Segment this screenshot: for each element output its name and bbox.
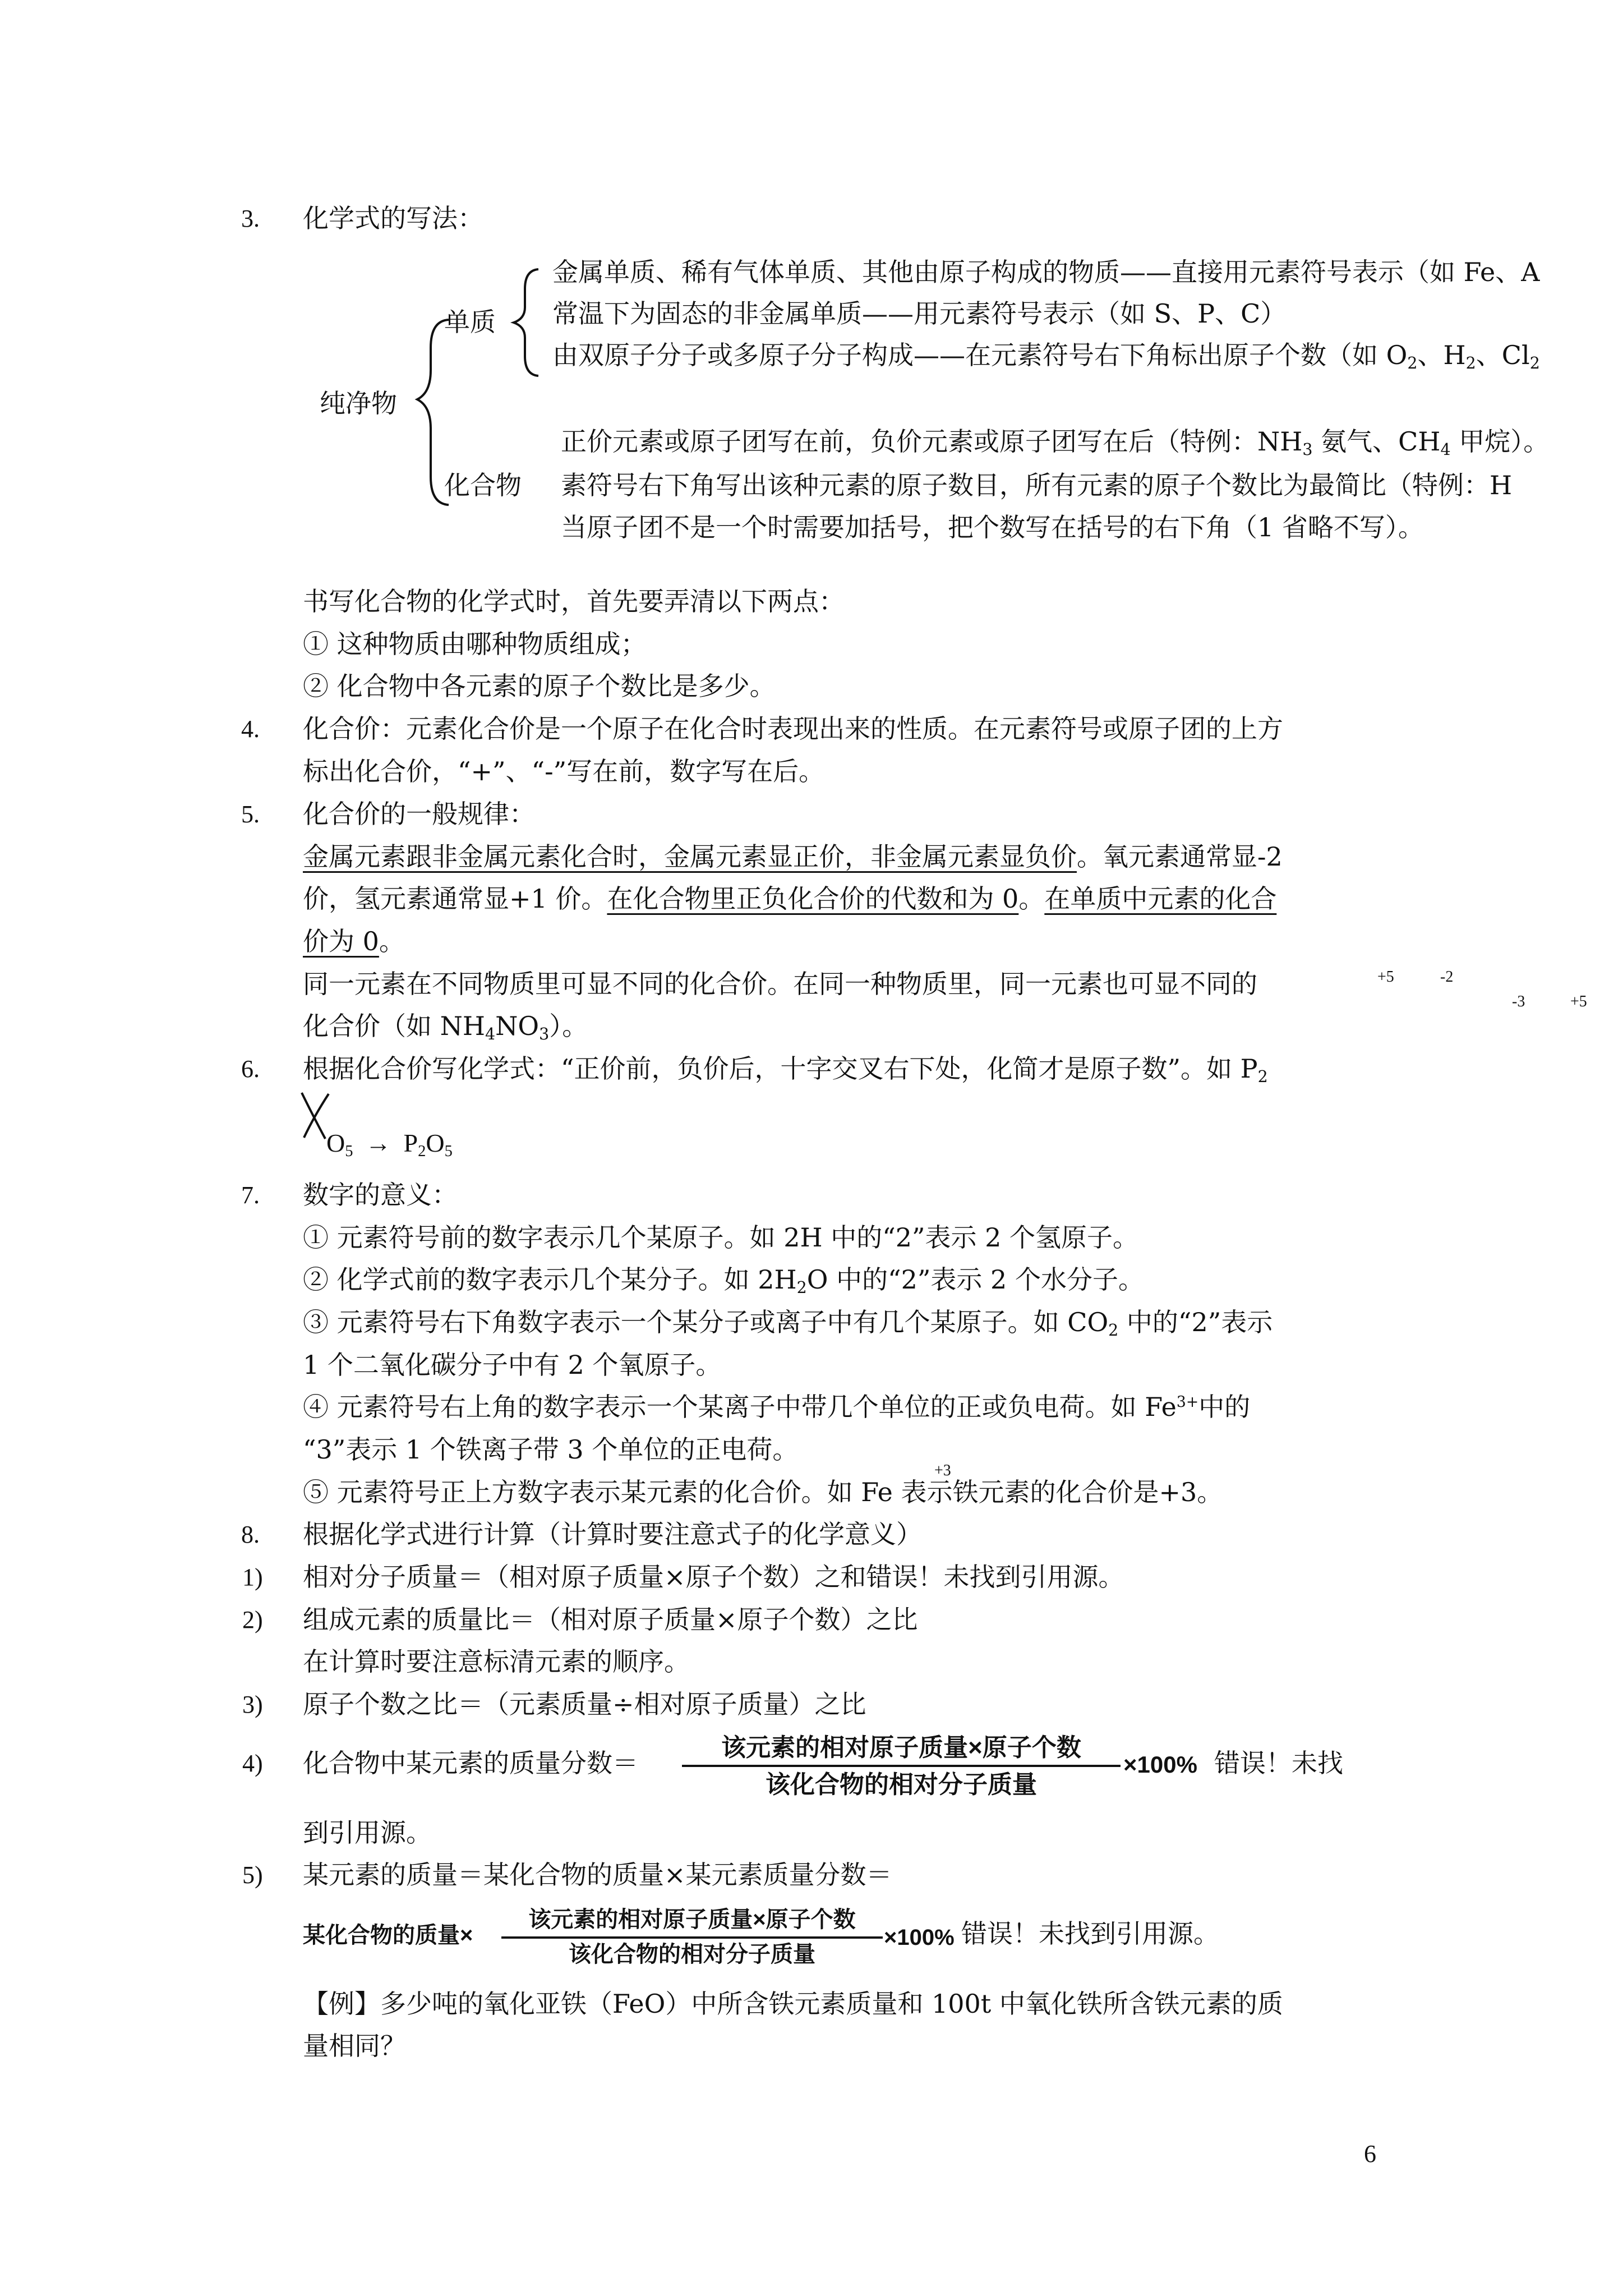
meaning-item-5: ⑤ 元素符号正上方数字表示某元素的化合价。如 Fe 表示铁元素的化合价是+3。 [303,1477,1223,1507]
fe-valence-mark: +3 [934,1462,951,1479]
writing-point-2: ② 化合物中各元素的原子个数比是多少。 [303,671,776,701]
section-4-line-2: 标出化合价，“+”、“-”写在前，数字写在后。 [303,756,825,786]
compound-label: 化合物 [444,470,522,500]
section-4-line-1: 化合价：元素化合价是一个原子在化合时表现出来的性质。在元素符号或原子团的上方 [303,714,1283,744]
calc-2-text: 组成元素的质量比＝（相对原子质量×原子个数）之比 [303,1604,918,1635]
calc-4-error-cont: 到引用源。 [303,1818,432,1848]
element-rule-2: 常温下为固态的非金属单质——用元素符号表示（如 S、P、C） [552,298,1287,329]
section-3-title: 化学式的写法： [303,203,483,233]
section-6-number: 6. [241,1055,260,1083]
element-rule-3: 由双原子分子或多原子分子构成——在元素符号右下角标出原子个数（如 $O_2$、$H_2$、$Cl_2$ [552,340,1540,372]
meaning-item-4: ④ 元素符号右上角的数字表示一个某离子中带几个单位的正或负电荷。如 $Fe^{3+}$中的 [303,1392,1251,1422]
element-label: 单质 [444,307,496,337]
section-6-formula: $O_5 \to P_2O_5$ [326,1129,453,1160]
pure-substance-label: 纯净物 [320,388,397,418]
calc-3-text: 原子个数之比＝（元素质量÷相对原子质量）之比 [303,1689,866,1719]
section-5-line-4: 同一元素在不同物质里可显不同的化合价。在同一种物质里，同一元素也可显不同的 [303,969,1257,999]
section-6-line-1: 根据化合价写化学式：“正价前，负价后，十字交叉右下处，化简才是原子数”。如 $P_2$ [303,1053,1268,1086]
writing-intro: 书写化合物的化学式时，首先要弄清以下两点： [303,586,845,616]
meaning-item-3-cont: 1 个二氧化碳分子中有 2 个氧原子。 [303,1350,722,1380]
compound-rule-1: 正价元素或原子团写在前，负价元素或原子团写在后（特例：$NH_3$ 氨气、$CH_4$ 甲烷）。 [561,426,1550,459]
mass-fraction-formula [682,1732,1121,1805]
page-number: 6 [1364,2140,1376,2168]
meaning-item-3: ③ 元素符号右下角数字表示一个某分子或离子中有几个某原子。如 $CO_2$ 中的“2”表示 [303,1307,1273,1340]
cross-stroke-a [302,1093,325,1139]
element-mass-formula [501,1906,883,1972]
section-5-number: 5. [241,800,260,828]
fraction-bar-2 [501,1936,883,1939]
section-4-number: 4. [241,715,260,743]
section-8-number: 8. [241,1521,260,1548]
valence-mark-1: +5 [1377,968,1394,986]
calc-3-number: 3) [242,1691,263,1718]
section-5-line-2: 价，氢元素通常显+1 价。在化合物里正负化合价的代数和为 0。在单质中元素的化合 [303,884,1277,914]
compound-rule-2: 素符号右下角写出该种元素的原子数目，所有元素的原子个数比为最简比（特例：H [561,470,1513,500]
calc-1-text: 相对分子质量＝（相对原子质量×原子个数）之和错误！未找到引用源。 [303,1562,1124,1592]
example-line-1: 【例】多少吨的氧化亚铁（FeO）中所含铁元素质量和 100t 中氧化铁所含铁元素的质 [303,1989,1283,2019]
calc-4-number: 4) [242,1750,263,1777]
writing-point-1: ① 这种物质由哪种物质组成； [303,629,647,659]
example-line-2: 量相同？ [303,2031,406,2061]
meaning-item-1: ① 元素符号前的数字表示几个某原子。如 2H 中的“2”表示 2 个氢原子。 [303,1222,1139,1253]
section-5-line-5: 化合价（如 $NH_4NO_3$）。 [303,1011,588,1043]
valence-mark-2: -2 [1440,968,1454,986]
calc-2-number: 2) [242,1606,263,1634]
section-3-number: 3. [241,205,260,232]
fraction-denominator: 该化合物的相对分子质量 [766,1771,1037,1798]
calc-1-number: 1) [242,1563,263,1591]
calc-5-error: 错误！未找到引用源。 [961,1918,1219,1949]
cross-stroke-b [304,1094,329,1138]
calc-4-text: 化合物中某元素的质量分数＝ [303,1748,638,1778]
fraction-bar [682,1765,1121,1767]
section-5-line-1: 金属元素跟非金属元素化合时，金属元素显正价，非金属元素显负价。氧元素通常显-2 [303,841,1283,872]
fraction-denominator-2: 该化合物的相对分子质量 [569,1942,815,1967]
section-5-line-3: 价为 0。 [303,926,405,956]
section-8-title: 根据化学式进行计算（计算时要注意式子的化学意义） [303,1519,922,1549]
compound-rule-3: 当原子团不是一个时需要加括号，把个数写在括号的右下角（1 省略不写）。 [561,512,1424,542]
fraction-percent-2: ×100% [884,1925,955,1950]
calc-5-prefix: 某化合物的质量× [303,1923,473,1948]
calc-5-number: 5) [242,1861,263,1889]
fraction-percent: ×100% [1123,1751,1197,1778]
section-5-title: 化合价的一般规律： [303,799,535,829]
calc-4-error: 错误！未找 [1214,1748,1343,1778]
calc-5-text: 某元素的质量＝某化合物的质量×某元素质量分数＝ [303,1860,892,1890]
section-7-title: 数字的意义： [303,1180,458,1210]
fraction-numerator: 该元素的相对原子质量×原子个数 [721,1734,1081,1761]
meaning-item-4-cont: “3”表示 1 个铁离子带 3 个单位的正电荷。 [303,1434,799,1465]
section-7-number: 7. [241,1181,260,1209]
fraction-numerator-2: 该元素的相对原子质量×原子个数 [528,1907,856,1932]
valence-mark-4: +5 [1570,993,1587,1010]
element-rule-1: 金属单质、稀有气体单质、其他由原子构成的物质——直接用元素符号表示（如 Fe、A [552,257,1540,287]
meaning-item-2: ② 化学式前的数字表示几个某分子。如 $2H_2O$ 中的“2”表示 2 个水分子。 [303,1264,1144,1297]
valence-mark-3: -3 [1512,993,1525,1010]
calc-2-note: 在计算时要注意标清元素的顺序。 [303,1646,690,1677]
